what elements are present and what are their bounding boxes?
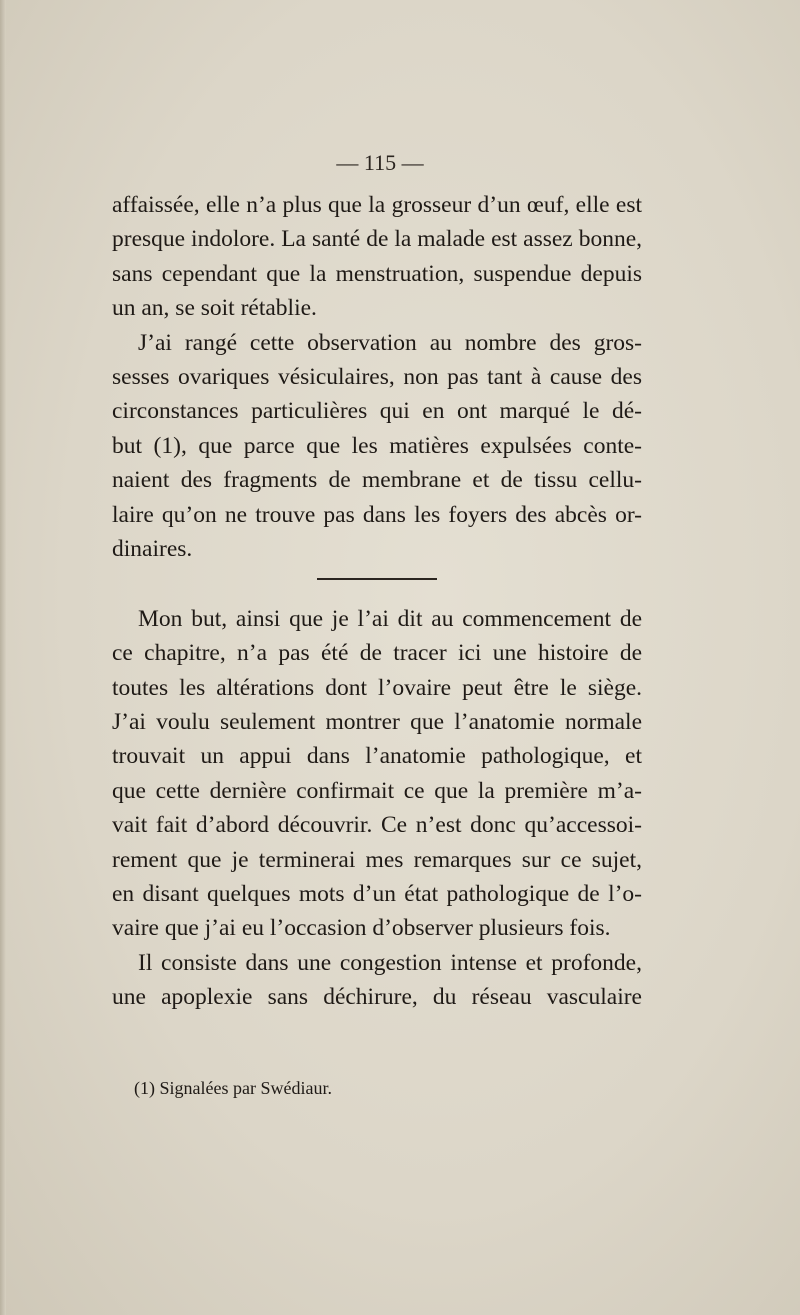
text-line: ce chapitre, n’a pas été de tracer ici une histoire de — [112, 640, 642, 667]
page-number: — 115 — — [336, 150, 424, 175]
text-line: but (1), que parce que les matières expulsées conte- — [112, 432, 642, 459]
text-line: sans cependant que la menstruation, suspendue depuis — [112, 260, 642, 287]
section-divider — [317, 578, 437, 580]
text-line: Mon but, ainsi que je l’ai dit au commencement de — [138, 605, 642, 632]
text-line: Il consiste dans une congestion intense et profonde, — [138, 949, 642, 976]
text-line: J’ai rangé cette observation au nombre des gros- — [138, 329, 642, 356]
text-line: presque indolore. La santé de la malade est assez bonne, — [112, 226, 642, 253]
text-line: rement que je terminerai mes remarques sur ce sujet, — [112, 846, 642, 873]
text-line: vaire que j’ai eu l’occasion d’observer plusieurs fois. — [112, 915, 611, 942]
text-line: une apoplexie sans déchirure, du réseau vasculaire — [112, 984, 642, 1011]
body-text — [112, 188, 642, 1014]
text-line: en disant quelques mots d’un état pathologique de l’o- — [112, 880, 642, 907]
text-line: laire qu’on ne trouve pas dans les foyers des abcès or- — [112, 501, 642, 528]
text-line: affaissée, elle n’a plus que la grosseur d’un œuf, elle est — [112, 192, 642, 218]
text-line: naient des fragments de membrane et de tissu cellu- — [112, 467, 642, 494]
text-line: trouvait un appui dans l’anatomie pathologique, et — [112, 743, 642, 770]
text-line: sesses ovariques vésiculaires, non pas tant à cause des — [112, 363, 642, 390]
text-line: circonstances particulières qui en ont marqué le dé- — [112, 398, 642, 425]
text-line: un an, se soit rétablie. — [112, 295, 317, 322]
footnote: (1) Signalées par Swédiaur. — [134, 1078, 332, 1098]
text-line: vait fait d’abord découvrir. Ce n’est donc qu’accessoi- — [112, 812, 642, 839]
page-gutter — [0, 0, 6, 1315]
text-line: que cette dernière confirmait ce que la première m’a- — [112, 777, 642, 804]
text-line: toutes les altérations dont l’ovaire peut être le siège. — [112, 674, 642, 701]
text-line: J’ai voulu seulement montrer que l’anatomie normale — [112, 708, 642, 735]
text-line: dinaires. — [112, 535, 193, 562]
